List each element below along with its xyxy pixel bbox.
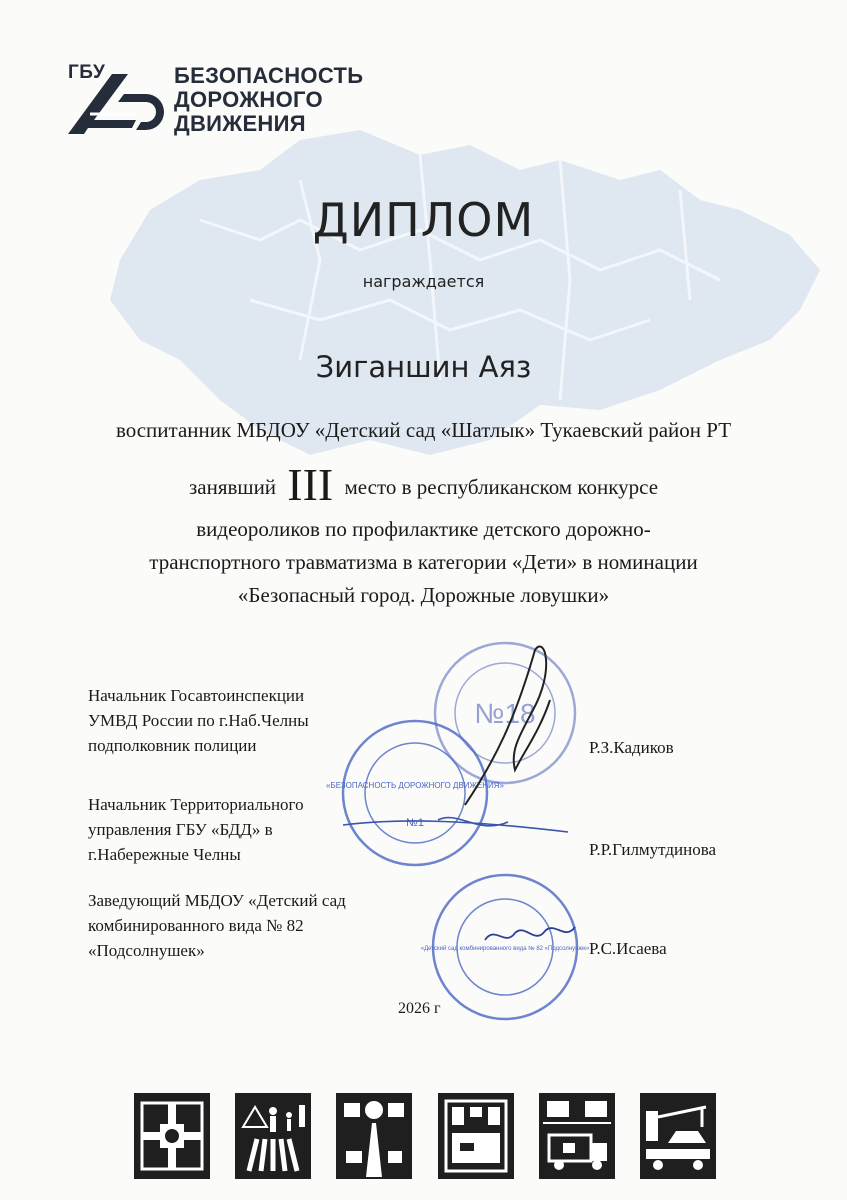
- signatory-3-line-3: «Подсолнушек»: [88, 941, 205, 960]
- year: 2026 г: [398, 1000, 441, 1017]
- signature-gilmutdinova: [338, 800, 578, 850]
- pupil-affiliation: воспитанник МБДОУ «Детский сад «Шатлык» Тукаевский район РТ: [115, 418, 732, 442]
- place-line: [0, 458, 847, 511]
- signatory-2-position: [88, 792, 304, 867]
- logo-text-line-2: ДОРОЖНОГО: [174, 87, 323, 112]
- description-line-2: транспортного травматизма в категории «Дети» в номинации: [149, 550, 698, 574]
- logo-text-line-1: БЕЗОПАСНОСТЬ: [174, 63, 364, 88]
- diploma-title: ДИПЛОМ: [312, 193, 535, 247]
- signatory-1-name: Р.З.Кадиков: [589, 738, 674, 757]
- place-prefix: занявший: [188, 475, 277, 499]
- bdd-stamp-text: «БЕЗОПАСНОСТЬ ДОРОЖНОГО ДВИЖЕНИЯ»: [326, 781, 504, 790]
- gbu-bdd-logo: [66, 62, 386, 142]
- logo-abbreviation: ГБУ: [68, 62, 106, 83]
- signature-isaeva: [480, 915, 580, 955]
- logo-road-mark-icon: [66, 68, 166, 138]
- truck-weighing-icon: [539, 1093, 615, 1179]
- signatory-2-name: Р.Р.Гилмутдинова: [589, 840, 717, 859]
- logo-text-line-3: ДВИЖЕНИЯ: [174, 111, 306, 136]
- signatory-1-line-2: УМВД России по г.Наб.Челны: [88, 711, 309, 730]
- tow-truck-icon: [640, 1093, 716, 1179]
- description-line-3: «Безопасный город. Дорожные ловушки»: [237, 583, 610, 607]
- traffic-monitor-icon: [438, 1093, 514, 1179]
- kindergarten-stamp-text: «Детский сад комбинированного вида № 82 «Подсолнушек»: [420, 946, 590, 952]
- traffic-control-center-icon: [134, 1093, 210, 1179]
- signatory-3-line-2: комбинированного вида № 82: [88, 916, 304, 935]
- signatory-1-position: [88, 683, 309, 758]
- police-stamp-number: №18: [474, 698, 536, 729]
- pedestrian-crossing-icon: [235, 1093, 311, 1179]
- place-suffix: место в республиканском конкурсе: [344, 475, 659, 499]
- footer-icons: [134, 1093, 716, 1179]
- signatory-3-name: Р.С.Исаева: [589, 939, 667, 958]
- signatory-2-line-1: Начальник Территориального: [88, 795, 304, 814]
- signatory-3-position: [88, 888, 346, 963]
- signatory-1-line-3: подполковник полиции: [88, 736, 257, 755]
- road-signs-icon: [336, 1093, 412, 1179]
- signatory-1-line-1: Начальник Госавтоинспекции: [88, 686, 305, 705]
- recipient-name: Зиганшин Аяз: [315, 350, 532, 384]
- signature-kadikov: [455, 640, 565, 810]
- place-number: III: [287, 459, 334, 510]
- bdd-stamp-number: №1: [406, 817, 424, 829]
- signatory-2-line-2: управления ГБУ «БДД» в: [88, 820, 273, 839]
- signatory-3-line-1: Заведующий МБДОУ «Детский сад: [88, 891, 346, 910]
- awarded-label: награждается: [362, 272, 485, 291]
- signatory-2-line-3: г.Набережные Челны: [88, 845, 241, 864]
- description-line-1: видеороликов по профилактике детского дорожно-: [196, 517, 651, 541]
- contest-description: [60, 513, 787, 612]
